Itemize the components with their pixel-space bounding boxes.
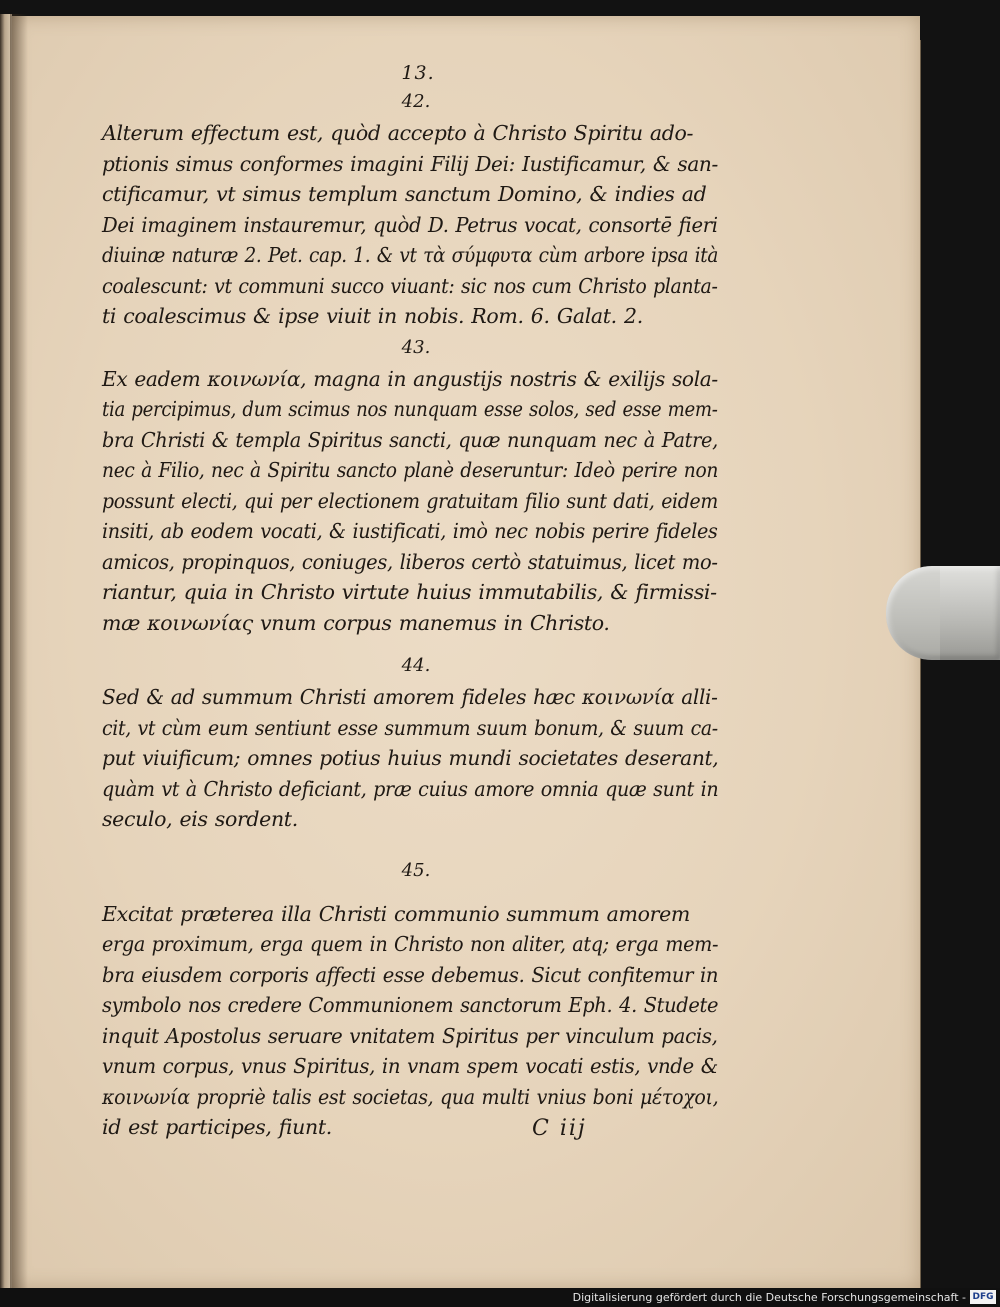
text-line: insiti, ab eodem vocati, & iustificati, imò nec nobis perire fideles: [102, 519, 718, 543]
text-line: symbolo nos credere Communionem sanctorum Eph. 4. Studete: [102, 993, 719, 1017]
text-line: id est participes, fiunt.: [102, 1115, 332, 1139]
section-42: [102, 86, 718, 332]
text-line: Alterum effectum est, quòd accepto à Christo Spiritu ado-: [102, 121, 694, 145]
dfg-logo: DFG: [970, 1290, 996, 1304]
text-line: mæ κοινωνίας vnum corpus manemus in Christo.: [102, 610, 610, 635]
section-43: [102, 332, 718, 639]
paragraph: [102, 364, 718, 639]
text-line: possunt electi, qui per electionem gratuitam filio sunt dati, eidem: [102, 488, 718, 513]
text-line: Dei imaginem instauremur, quòd D. Petrus vocat, consortē fieri: [102, 212, 718, 237]
section-44: [102, 650, 718, 835]
page-tab-highlight: [940, 566, 1000, 660]
text-line: bra eiusdem corporis affecti esse debemus. Sicut confitemur in: [102, 962, 719, 987]
signature-mark: C iij: [532, 1116, 587, 1141]
section-number: 44.: [401, 655, 431, 676]
text-line: ctificamur, vt simus templum sanctum Domino, & indies ad: [102, 182, 707, 206]
text-line: tia percipimus, dum scimus nos nunquam esse solos, sed esse mem-: [102, 397, 718, 421]
text-line: vnum corpus, vnus Spiritus, in vnam spem vocati estis, vnde &: [102, 1054, 718, 1078]
text-line: Excitat præterea illa Christi communio summum amorem: [102, 901, 690, 926]
text-line: amicos, propinquos, coniuges, liberos certò statuimus, licet mo-: [102, 549, 718, 574]
text-line: κοινωνία propriè talis est societas, qua multi vnius boni μέτοχοι,: [102, 1084, 719, 1109]
text-line: seculo, eis sordent.: [102, 807, 298, 831]
text-line: bra Christi & templa Spiritus sancti, quæ nunquam nec à Patre,: [102, 427, 718, 452]
text-line: Sed & ad summum Christi amorem fideles hæc κοινωνία alli-: [102, 685, 718, 709]
text-line: coalescunt: vt communi succo viuant: sic nos cum Christo planta-: [102, 273, 718, 298]
paragraph: [102, 118, 718, 332]
section-number: 43.: [401, 336, 431, 358]
footer-credit: Digitalisierung gefördert durch die Deutsche Forschungsgemeinschaft -: [572, 1291, 966, 1304]
section-number: 45.: [401, 859, 431, 881]
text-line: nec à Filio, nec à Spiritu sancto planè deseruntur: Ideò perire non: [102, 458, 719, 482]
text-line: ti coalescimus & ipse viuit in nobis. Rom. 6. Galat. 2.: [102, 304, 643, 328]
text-line: ptionis simus conformes imagini Filij Dei: Iustificamur, & san-: [102, 151, 718, 176]
spine-shadow: [10, 14, 28, 1292]
page-number: 13.: [401, 62, 435, 84]
text-line: put viuificum; omnes potius huius mundi societates deserant,: [102, 746, 719, 770]
section-45: [102, 855, 718, 1143]
text-line: diuinæ naturæ 2. Pet. cap. 1. & vt τὰ σύμφυτα cùm arbore ipsa ità: [102, 243, 719, 267]
text-line: inquit Apostolus seruare vnitatem Spiritus per vinculum pacis,: [102, 1023, 718, 1048]
text-line: Ex eadem κοινωνία, magna in angustijs nostris & exilijs sola-: [102, 366, 718, 391]
paragraph: [102, 899, 718, 1143]
text-line: riantur, quia in Christo virtute huius immutabilis, & firmissi-: [102, 580, 717, 604]
section-number: 42.: [401, 91, 431, 112]
text-line: cit, vt cùm eum sentiunt esse summum suum bonum, & suum ca-: [102, 715, 718, 740]
text-line: quàm vt à Christo deficiant, præ cuius amore omnia quæ sunt in: [102, 776, 719, 801]
text-line: erga proximum, erga quem in Christo non aliter, atq; erga mem-: [102, 932, 719, 956]
page-text: [102, 60, 718, 1143]
paragraph: [102, 682, 718, 835]
